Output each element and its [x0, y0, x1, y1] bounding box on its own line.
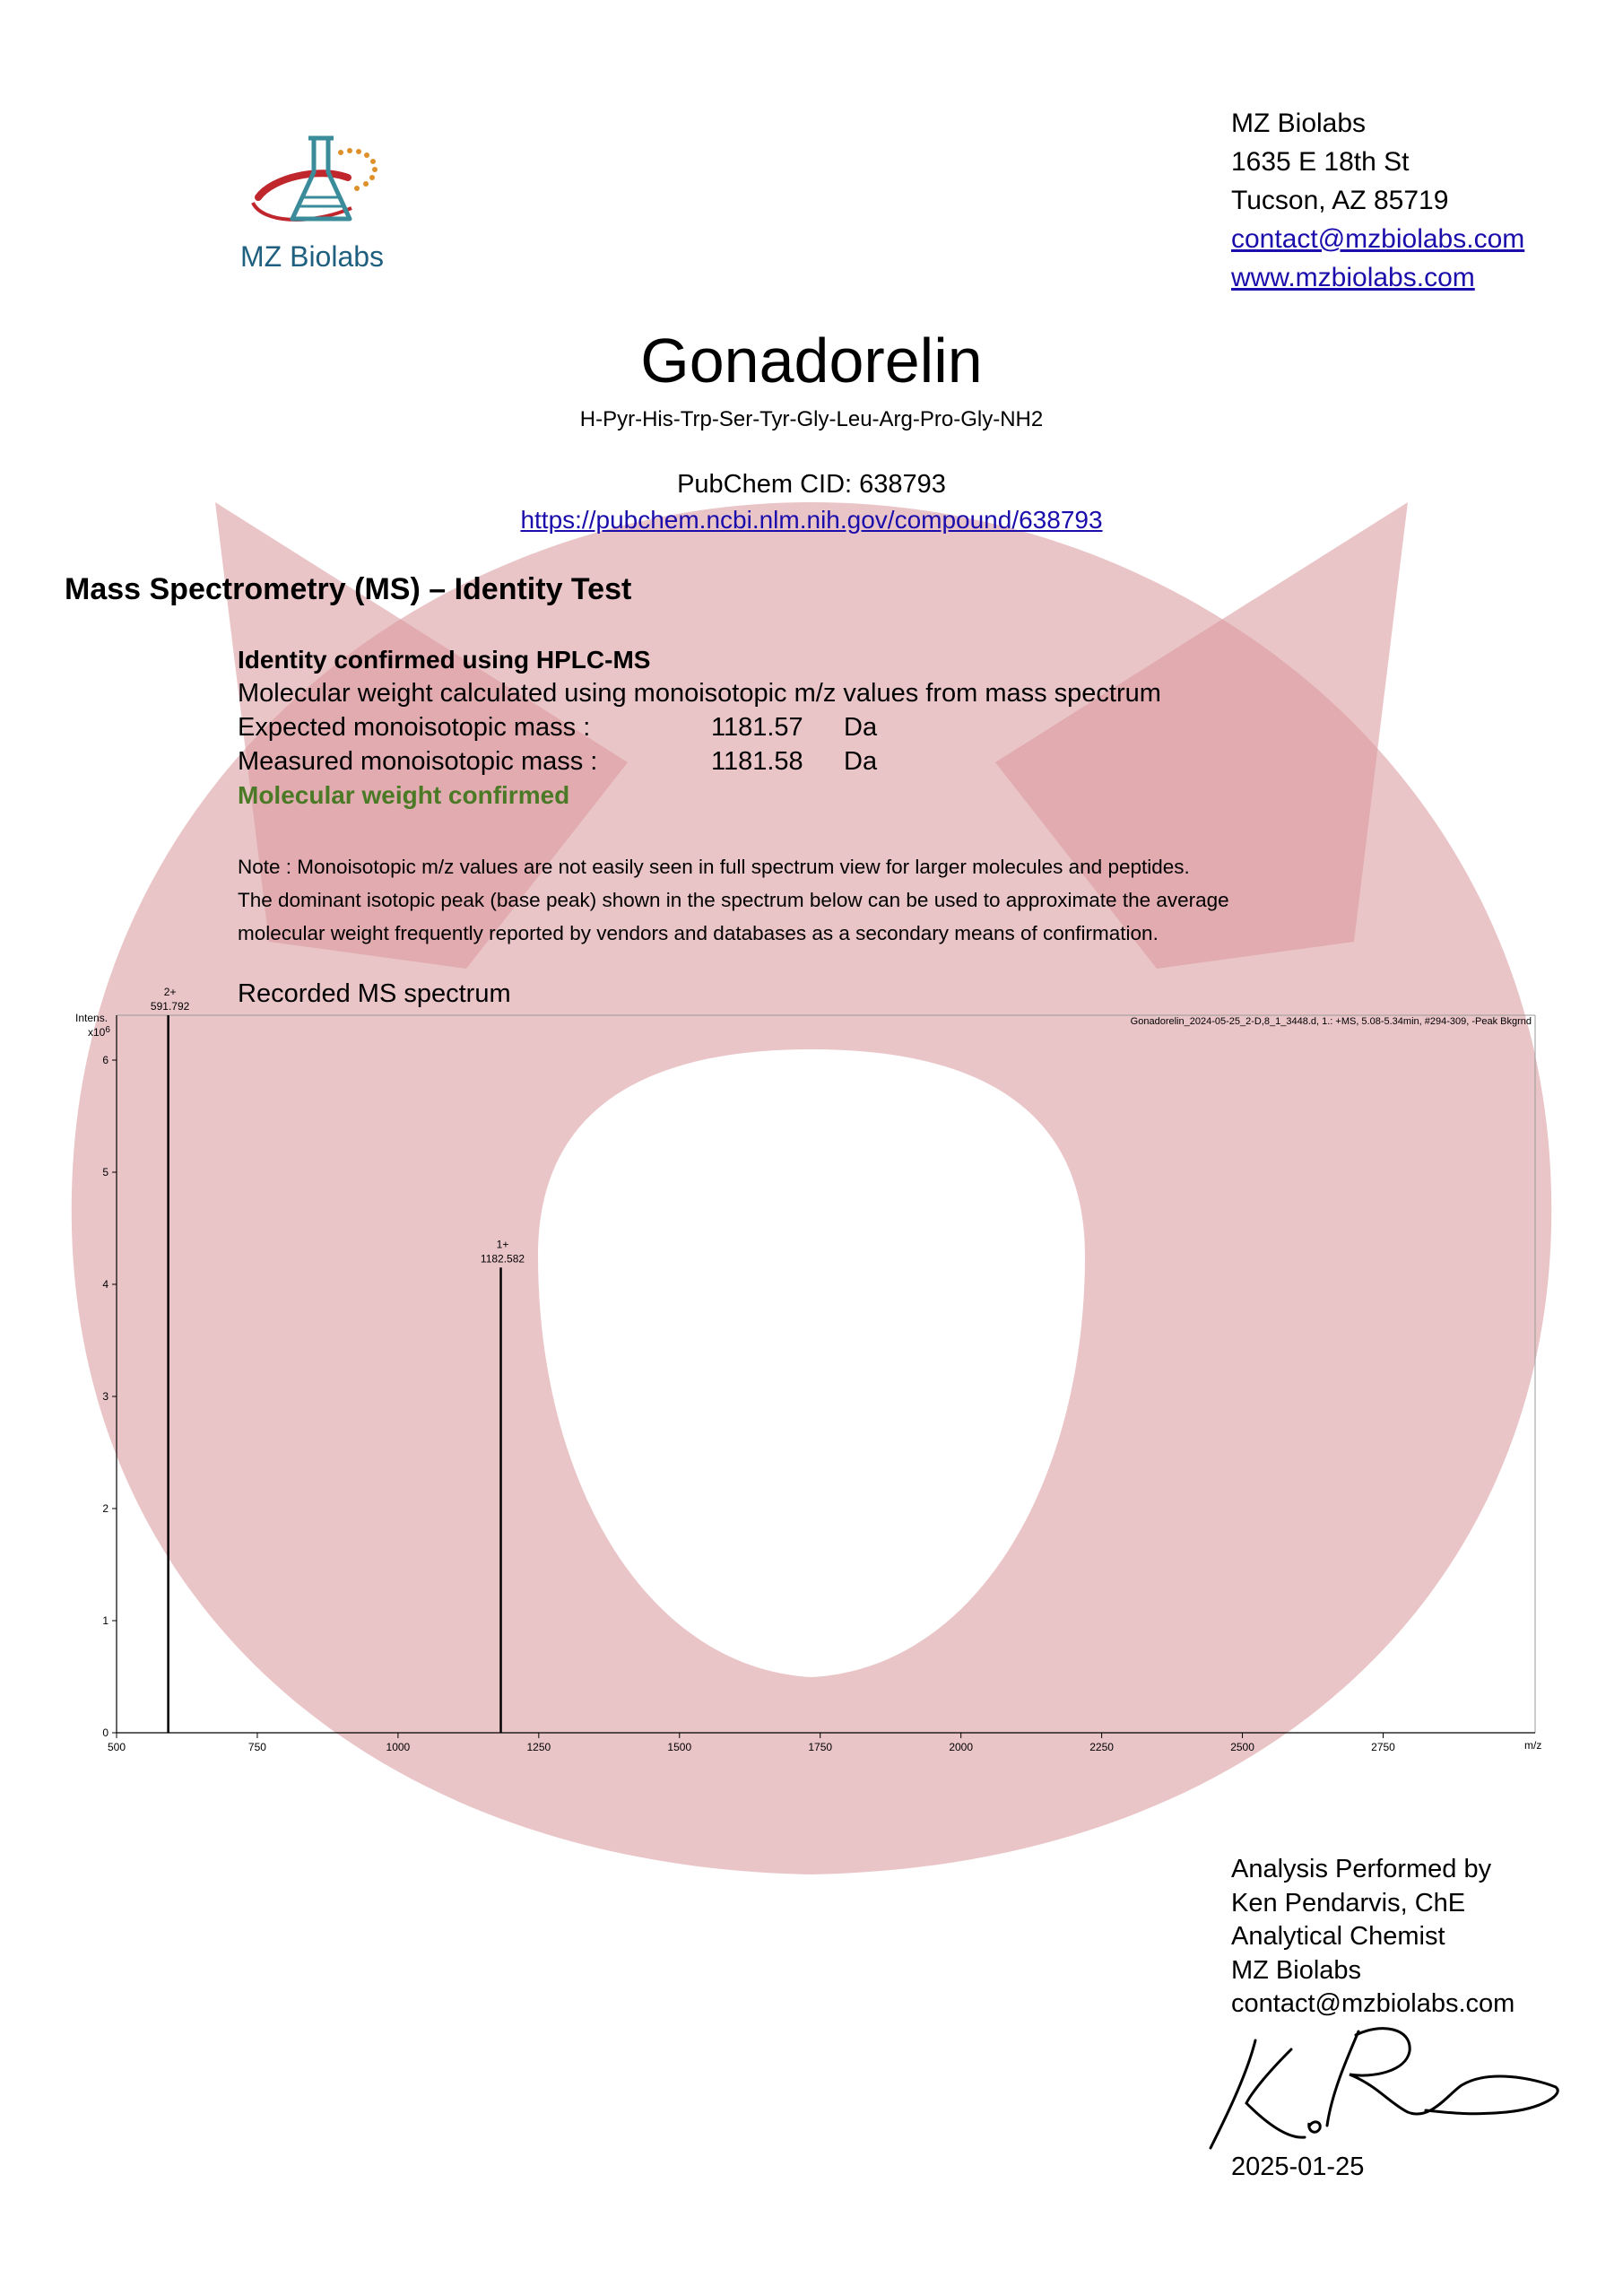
company-city: Tucson, AZ 85719 [1231, 186, 1449, 215]
y-tick-label: 5 [102, 1166, 108, 1178]
compound-title: Gonadorelin [640, 326, 983, 396]
x-tick-label: 2750 [1371, 1741, 1395, 1753]
spectrum-label: Recorded MS spectrum [238, 979, 511, 1008]
y-axis-label: Intens. [75, 1012, 108, 1024]
company-name: MZ Biolabs [1231, 109, 1367, 138]
expected-mass-unit: Da [844, 713, 878, 742]
expected-mass-label: Expected monoisotopic mass : [238, 713, 591, 742]
x-tick-label: 1000 [386, 1741, 411, 1753]
note-line: Note : Monoisotopic m/z values are not easily seen in full spectrum view for larger molecules and peptides. [238, 856, 1190, 878]
measured-mass-unit: Da [844, 747, 878, 776]
peaks [151, 986, 525, 1733]
compound-sequence: H-Pyr-His-Trp-Ser-Tyr-Gly-Leu-Arg-Pro-Gly-NH2 [579, 407, 1044, 431]
y-ticks [102, 1054, 117, 1739]
x-tick-label: 1250 [526, 1741, 551, 1753]
measured-mass-label: Measured monoisotopic mass : [238, 747, 598, 776]
identity-heading: Identity confirmed using HPLC-MS [238, 646, 651, 674]
x-tick-label: 1500 [667, 1741, 692, 1753]
monoisotopic-note [238, 850, 1367, 950]
x-tick-label: 2000 [949, 1741, 974, 1753]
x-ticks [108, 1733, 1395, 1753]
y-axis-multiplier-exp: 6 [105, 1025, 110, 1035]
x-tick-label: 750 [247, 1741, 266, 1753]
x-tick-label: 500 [107, 1741, 126, 1753]
peak-charge-label: 2+ [163, 986, 177, 998]
signature-date: 2025-01-25 [1231, 2152, 1365, 2181]
company-address [1231, 104, 1524, 297]
y-tick-label: 2 [102, 1502, 108, 1515]
analyst-block [1231, 1853, 1515, 2022]
y-axis-multiplier [88, 1025, 110, 1039]
x-tick-label: 2500 [1230, 1741, 1254, 1753]
company-email-link[interactable]: contact@mzbiolabs.com [1231, 224, 1525, 254]
pubchem-link[interactable]: https://pubchem.ncbi.nlm.nih.gov/compound/638793 [520, 506, 1103, 534]
x-axis-label: m/z [1524, 1739, 1542, 1752]
peak-charge-label: 1+ [496, 1238, 509, 1251]
analyst-role: Analytical Chemist [1231, 1922, 1445, 1951]
logo-text: MZ Biolabs [240, 240, 385, 273]
y-axis-multiplier-base: x10 [88, 1026, 106, 1039]
y-tick-label: 1 [102, 1614, 108, 1627]
pubchem-cid: PubChem CID: 638793 [677, 470, 946, 499]
handwritten-signature [1202, 2022, 1569, 2157]
y-tick-label: 4 [102, 1278, 108, 1291]
confirmation-status: Molecular weight confirmed [238, 781, 570, 809]
x-tick-label: 1750 [808, 1741, 833, 1753]
note-line: molecular weight frequently reported by vendors and databases as a secondary means of confirmation. [238, 922, 1159, 944]
x-tick-label: 2250 [1089, 1741, 1114, 1753]
note-line: The dominant isotopic peak (base peak) shown in the spectrum below can be used to approximate the average [238, 889, 1229, 911]
analysis-performed-by: Analysis Performed by [1231, 1855, 1492, 1883]
expected-mass-row [238, 713, 1045, 745]
section-heading: Mass Spectrometry (MS) – Identity Test [65, 572, 632, 606]
company-website-link[interactable]: www.mzbiolabs.com [1231, 263, 1475, 292]
analyst-email: contact@mzbiolabs.com [1231, 1989, 1515, 2018]
company-street: 1635 E 18th St [1231, 147, 1410, 177]
peak-mz-label: 1182.582 [480, 1252, 525, 1265]
chart-title: Gonadorelin_2024-05-25_2-D,8_1_3448.d, 1.: +MS, 5.08-5.34min, #294-309, -Peak Bkgrnd [1130, 1016, 1532, 1027]
measured-mass-value: 1181.58 [711, 747, 803, 776]
expected-mass-value: 1181.57 [711, 713, 803, 742]
y-tick-label: 3 [102, 1390, 108, 1403]
analyst-company: MZ Biolabs [1231, 1955, 1362, 1985]
peak-mz-label: 591.792 [150, 1000, 190, 1013]
y-tick-label: 6 [102, 1054, 108, 1066]
y-tick-label: 0 [102, 1726, 108, 1739]
measured-mass-row [238, 747, 1045, 779]
analyst-name: Ken Pendarvis, ChE [1231, 1888, 1466, 1918]
mw-method-note: Molecular weight calculated using monoisotopic m/z values from mass spectrum [238, 679, 1161, 708]
